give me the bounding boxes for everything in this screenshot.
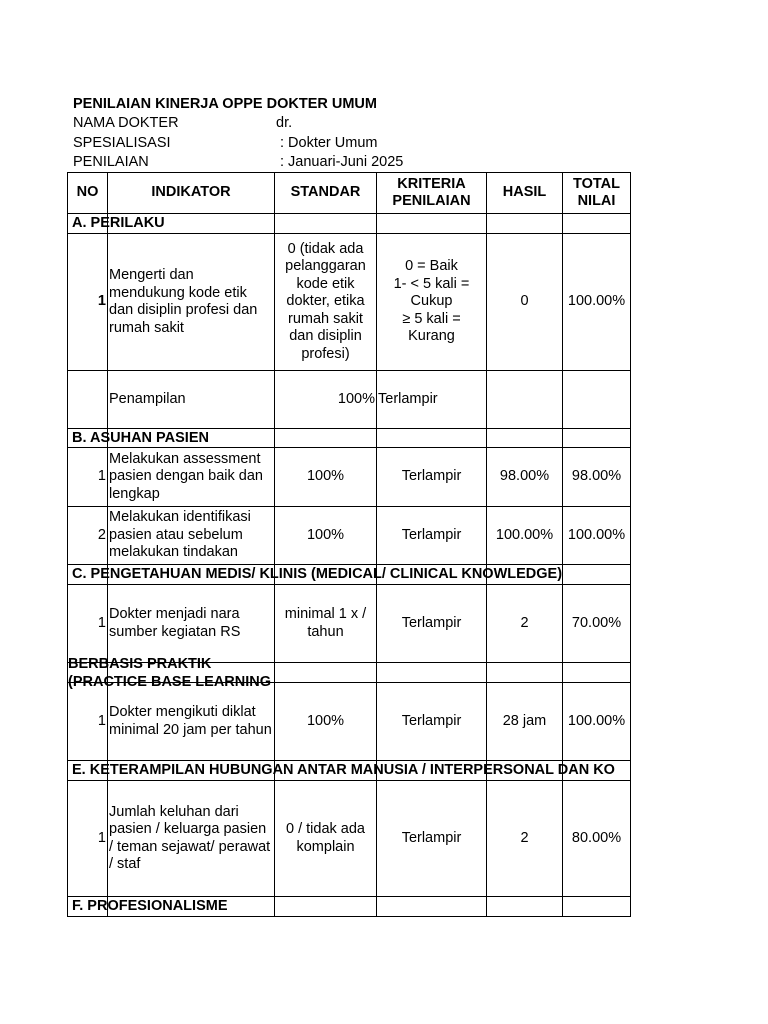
section-d-title-line2: (PRACTICE BASE LEARNING xyxy=(68,674,272,690)
row-total: 98.00% xyxy=(563,448,631,507)
row-indikator: Penampilan xyxy=(108,371,275,429)
row-hasil xyxy=(487,371,563,429)
document-title: PENILAIAN KINERJA OPPE DOKTER UMUM xyxy=(73,96,377,112)
section-c-title: C. PENGETAHUAN MEDIS/ KLINIS (MEDICAL/ CLINICAL KNOWLEDGE) xyxy=(72,566,563,582)
row-standar: 100% xyxy=(275,371,377,429)
table-row xyxy=(68,371,631,429)
row-hasil: 98.00% xyxy=(487,448,563,507)
section-b-title: B. ASUHAN PASIEN xyxy=(72,430,209,446)
section-row xyxy=(68,429,631,448)
table-header-row xyxy=(68,173,631,214)
row-total: 100.00% xyxy=(563,683,631,761)
section-cell xyxy=(68,565,563,585)
section-e-title: E. KETERAMPILAN HUBUNGAN ANTAR MANUSIA / INTERPERSONAL DAN KO xyxy=(72,762,615,778)
table-row xyxy=(68,448,631,507)
row-kriteria: Terlampir xyxy=(377,448,487,507)
row-indikator: Dokter menjadi nara sumber kegiatan RS xyxy=(108,585,275,663)
specialization-value: : Dokter Umum xyxy=(280,135,378,151)
empty-cell xyxy=(377,663,487,683)
empty-cell xyxy=(487,897,563,917)
empty-cell xyxy=(275,214,377,234)
section-row xyxy=(68,663,631,683)
empty-cell xyxy=(487,214,563,234)
section-row xyxy=(68,565,631,585)
row-kriteria: 0 = Baik 1- < 5 kali = Cukup ≥ 5 kali = Kurang xyxy=(377,234,487,371)
empty-cell xyxy=(377,429,487,448)
row-no: 1 xyxy=(68,585,108,663)
section-f-title: F. PROFESIONALISME xyxy=(72,898,228,914)
row-hasil: 100.00% xyxy=(487,507,563,565)
row-total: 80.00% xyxy=(563,781,631,897)
row-indikator: Dokter mengikuti diklat minimal 20 jam per tahun xyxy=(108,683,275,761)
row-kriteria: Terlampir xyxy=(377,585,487,663)
section-cell xyxy=(68,429,209,448)
empty-cell xyxy=(275,663,377,683)
period-label: PENILAIAN xyxy=(73,154,149,170)
doctor-name-label: NAMA DOKTER xyxy=(73,115,179,131)
row-no: 1 xyxy=(68,234,108,371)
period-value: : Januari-Juni 2025 xyxy=(280,154,404,170)
empty-cell xyxy=(563,429,631,448)
empty-cell xyxy=(563,897,631,917)
row-hasil: 2 xyxy=(487,585,563,663)
empty-cell xyxy=(487,663,563,683)
row-indikator: Jumlah keluhan dari pasien / keluarga pasien / teman sejawat/ perawat / staf xyxy=(108,781,275,897)
section-d-title-line1: BERBASIS PRAKTIK xyxy=(68,656,212,672)
col-header-no: NO xyxy=(68,173,108,214)
row-standar: 0 / tidak ada komplain xyxy=(275,781,377,897)
specialization-label: SPESIALISASI xyxy=(73,135,171,151)
empty-cell xyxy=(563,565,631,585)
empty-cell xyxy=(377,897,487,917)
empty-cell xyxy=(487,429,563,448)
row-total xyxy=(563,371,631,429)
section-cell xyxy=(68,214,165,234)
doctor-name-value: dr. xyxy=(276,115,293,131)
table-row xyxy=(68,507,631,565)
col-header-indikator: INDIKATOR xyxy=(108,173,275,214)
row-indikator: Mengerti dan mendukung kode etik dan disiplin profesi dan rumah sakit xyxy=(108,234,275,371)
row-no: 1 xyxy=(68,683,108,761)
empty-cell xyxy=(377,214,487,234)
row-indikator: Melakukan identifikasi pasien atau sebelum melakukan tindakan xyxy=(108,507,275,565)
row-total: 70.00% xyxy=(563,585,631,663)
row-standar: 100% xyxy=(275,507,377,565)
row-indikator: Melakukan assessment pasien dengan baik dan lengkap xyxy=(108,448,275,507)
row-no: 1 xyxy=(68,781,108,897)
section-row xyxy=(68,214,631,234)
row-no: 1 xyxy=(68,448,108,507)
empty-cell xyxy=(275,429,377,448)
empty-cell xyxy=(275,897,377,917)
row-standar: 100% xyxy=(275,448,377,507)
row-kriteria: Terlampir xyxy=(377,507,487,565)
section-row xyxy=(68,897,631,917)
row-standar: 0 (tidak ada pelanggaran kode etik dokter, etika rumah sakit dan disiplin profesi) xyxy=(275,234,377,371)
row-standar: minimal 1 x / tahun xyxy=(275,585,377,663)
row-standar: 100% xyxy=(275,683,377,761)
row-no xyxy=(68,371,108,429)
col-header-standar: STANDAR xyxy=(275,173,377,214)
table-row xyxy=(68,781,631,897)
row-total: 100.00% xyxy=(563,234,631,371)
assessment-table xyxy=(67,172,631,917)
col-header-hasil: HASIL xyxy=(487,173,563,214)
section-cell xyxy=(68,656,272,690)
row-kriteria: Terlampir xyxy=(377,683,487,761)
empty-cell xyxy=(563,214,631,234)
table-row xyxy=(68,585,631,663)
row-total: 100.00% xyxy=(563,507,631,565)
section-cell xyxy=(68,897,228,917)
row-kriteria: Terlampir xyxy=(377,781,487,897)
section-a-title: A. PERILAKU xyxy=(72,215,165,231)
section-cell xyxy=(68,761,615,781)
col-header-kriteria: KRITERIA PENILAIAN xyxy=(377,173,487,214)
col-header-total: TOTAL NILAI xyxy=(563,173,631,214)
table-row xyxy=(68,683,631,761)
row-hasil: 0 xyxy=(487,234,563,371)
row-kriteria: Terlampir xyxy=(377,371,487,429)
empty-cell xyxy=(563,663,631,683)
row-hasil: 2 xyxy=(487,781,563,897)
section-row xyxy=(68,761,631,781)
row-hasil: 28 jam xyxy=(487,683,563,761)
row-no: 2 xyxy=(68,507,108,565)
table-row xyxy=(68,234,631,371)
